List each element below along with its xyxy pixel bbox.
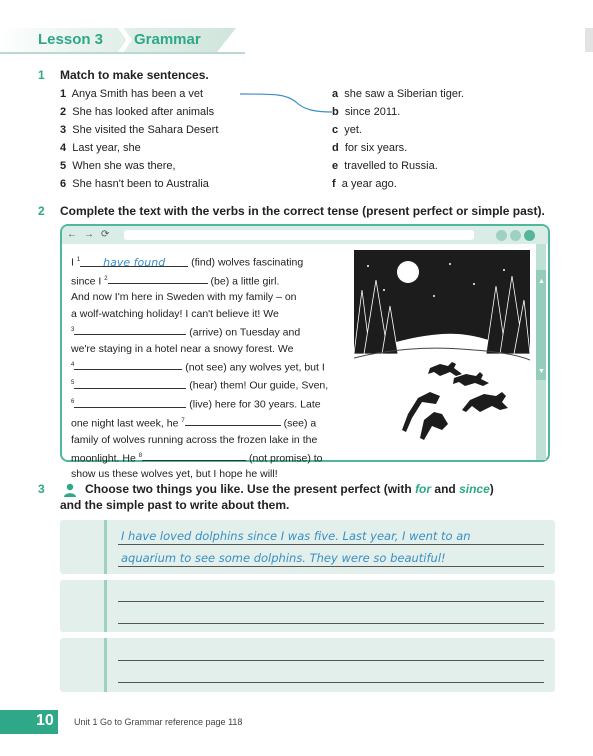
text-line: moonlight. He $^8$ (not promise) to xyxy=(71,448,343,467)
scroll-up-icon[interactable]: ▲ xyxy=(538,278,545,285)
window-dot-icon xyxy=(496,230,507,241)
scrollbar-thumb[interactable] xyxy=(536,270,546,380)
text-line: And now I'm here in Sweden with my family – on xyxy=(71,291,297,304)
writing-box-margin xyxy=(104,520,107,574)
text-line: $^4$ (not see) any wolves yet, but I xyxy=(71,357,343,376)
list-item: 5 When she was there, xyxy=(60,160,176,172)
answer-blank-5[interactable] xyxy=(74,377,186,389)
answer-blank-2[interactable] xyxy=(108,272,208,284)
answer-1-handwriting: have found xyxy=(103,255,166,269)
text-line: we're staying in a hotel near a snowy forest. We xyxy=(71,342,294,355)
list-item: c yet. xyxy=(332,124,362,136)
window-dot-icon xyxy=(510,230,521,241)
answer-blank-4[interactable] xyxy=(74,358,182,370)
text-line: since I $^2$ (be) a little girl. xyxy=(71,271,343,290)
answer-blank-3[interactable] xyxy=(74,323,186,335)
exercise-3-instruction-line2: and the simple past to write about them. xyxy=(60,498,290,512)
list-item: a she saw a Siberian tiger. xyxy=(332,88,465,100)
article-text xyxy=(71,252,343,483)
list-item: e travelled to Russia. xyxy=(332,160,438,172)
page-number: 10 xyxy=(36,712,54,729)
list-item: 4 Last year, she xyxy=(60,142,141,154)
person-icon xyxy=(63,483,77,497)
handwritten-answer-line-1: I have loved dolphins since I was five. Last year, I went to an xyxy=(121,529,471,543)
text-line: $^5$ (hear) them! Our guide, Sven, xyxy=(71,375,343,394)
list-item: b since 2011. xyxy=(332,106,401,118)
answer-blank-8[interactable] xyxy=(142,449,246,461)
page-corner-mark xyxy=(585,28,593,52)
writing-line xyxy=(118,682,544,683)
exercise-2-number: 2 xyxy=(38,204,45,218)
text-line: $^3$ (arrive) on Tuesday and xyxy=(71,322,343,341)
writing-box-margin xyxy=(104,580,107,632)
writing-line xyxy=(118,623,544,624)
writing-box-margin xyxy=(104,638,107,692)
list-item: f a year ago. xyxy=(332,178,397,190)
text-line: show us these wolves yet, but I hope he will! xyxy=(71,468,278,481)
writing-box-2[interactable] xyxy=(60,580,555,632)
exercise-1-number: 1 xyxy=(38,68,45,82)
back-arrow-icon[interactable]: ← xyxy=(67,229,77,240)
answer-blank-7[interactable] xyxy=(185,414,281,426)
list-item: d for six years. xyxy=(332,142,408,154)
text-line: family of wolves running across the frozen lake in the xyxy=(71,433,318,446)
writing-line xyxy=(118,660,544,661)
answer-blank-6[interactable] xyxy=(74,396,186,408)
text-line: a wolf-watching holiday! I can't believe it! We xyxy=(71,307,279,320)
exercise-3-number: 3 xyxy=(38,482,45,496)
exercise-3-instruction: Choose two things you like. Use the present perfect (with for and since) xyxy=(85,482,494,496)
lesson-title: Grammar xyxy=(134,31,201,48)
forward-arrow-icon[interactable]: → xyxy=(84,229,94,240)
list-item: 2 She has looked after animals xyxy=(60,106,215,118)
writing-line xyxy=(118,544,544,545)
address-bar[interactable] xyxy=(124,230,474,240)
text-line: one night last week, he $^7$ (see) a xyxy=(71,413,343,432)
reload-icon[interactable]: ⟳ xyxy=(101,229,110,240)
match-line-1-b xyxy=(236,86,336,120)
scroll-down-icon[interactable]: ▼ xyxy=(538,368,545,375)
writing-box-3[interactable] xyxy=(60,638,555,692)
window-dot-icon xyxy=(524,230,535,241)
wolves-illustration xyxy=(354,250,530,458)
list-item: 1 Anya Smith has been a vet xyxy=(60,88,204,100)
exercise-1-instruction: Match to make sentences. xyxy=(60,68,209,82)
text-line: $^6$ (live) here for 30 years. Late xyxy=(71,394,343,413)
writing-line xyxy=(118,601,544,602)
exercise-2-instruction: Complete the text with the verbs in the correct tense (present perfect or simple past). xyxy=(60,204,545,218)
writing-line xyxy=(118,566,544,567)
list-item: 3 She visited the Sahara Desert xyxy=(60,124,219,136)
list-item: 6 She hasn't been to Australia xyxy=(60,178,209,190)
footer-reference: Unit 1 Go to Grammar reference page 118 xyxy=(74,717,243,727)
text-line: I $^1$ have found (find) wolves fascinating xyxy=(71,255,304,269)
header-underline xyxy=(0,52,245,54)
lesson-label: Lesson 3 xyxy=(38,31,104,48)
handwritten-answer-line-2: aquarium to see some dolphins. They were so beautiful! xyxy=(121,551,446,565)
